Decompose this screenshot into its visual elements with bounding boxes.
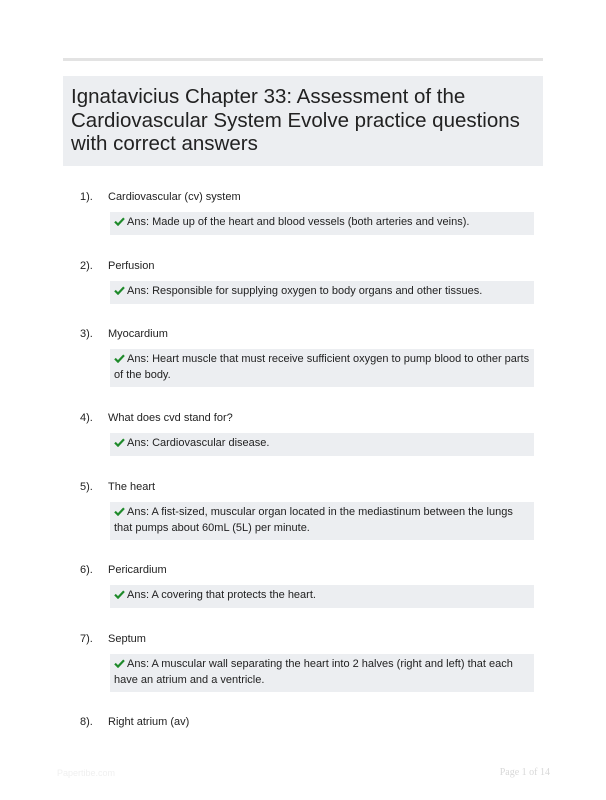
question-row: [80, 328, 540, 340]
qa-item: [80, 412, 540, 456]
answer-box: [110, 433, 534, 456]
question-text: What does cvd stand for?: [108, 412, 233, 424]
question-text: Cardiovascular (cv) system: [108, 191, 241, 203]
question-number: 6).: [80, 564, 93, 576]
footer-watermark: Papertibe.com: [57, 768, 116, 778]
qa-item: [80, 633, 540, 692]
check-icon: [114, 354, 125, 363]
answer-text: Ans: Heart muscle that must receive sufficient oxygen to pump blood to other parts of the body.: [114, 353, 530, 381]
check-icon: [114, 217, 125, 226]
qa-item: [80, 260, 540, 304]
question-number: 2).: [80, 260, 93, 272]
qa-item: [80, 481, 540, 540]
question-number: 4).: [80, 412, 93, 424]
check-icon: [114, 507, 125, 516]
qa-item: [80, 191, 540, 235]
answer-text: Ans: A muscular wall separating the heart into 2 halves (right and left) that each have an atrium and a ventricle.: [114, 658, 513, 686]
question-text: Right atrium (av): [108, 716, 190, 728]
question-row: [80, 633, 540, 645]
check-icon: [114, 438, 125, 447]
question-number: 1).: [80, 191, 93, 203]
question-text: Pericardium: [108, 564, 167, 576]
answer-text: Ans: A covering that protects the heart.: [127, 589, 316, 601]
check-icon: [114, 659, 125, 668]
question-row: [80, 412, 540, 424]
check-icon: [114, 286, 125, 295]
check-icon: [114, 590, 125, 599]
question-number: 7).: [80, 633, 93, 645]
question-row: [80, 481, 540, 493]
title-box: [63, 76, 543, 166]
qa-item: [80, 328, 540, 387]
answer-box: [110, 654, 534, 692]
answer-box: [110, 585, 534, 608]
page-title: Ignatavicius Chapter 33: Assessment of the Cardiovascular System Evolve practice questions with correct answers: [71, 85, 520, 155]
question-text: Septum: [108, 633, 146, 645]
qa-item: [80, 564, 540, 608]
question-text: The heart: [108, 481, 156, 493]
page-number: Page 1 of 14: [499, 767, 550, 778]
question-number: 8).: [80, 716, 93, 728]
question-number: 3).: [80, 328, 93, 340]
answer-text: Ans: Responsible for supplying oxygen to body organs and other tissues.: [127, 285, 483, 297]
question-text: Myocardium: [108, 328, 168, 340]
question-number: 5).: [80, 481, 93, 493]
answer-text: Ans: Made up of the heart and blood vessels (both arteries and veins).: [127, 216, 470, 228]
question-row: [80, 260, 540, 272]
answer-box: [110, 349, 534, 387]
top-divider: [63, 58, 543, 61]
question-row: [80, 191, 540, 203]
answer-box: [110, 212, 534, 235]
question-text: Perfusion: [108, 260, 155, 272]
answer-box: [110, 281, 534, 304]
qa-item: [80, 716, 540, 728]
answer-text: Ans: A fist-sized, muscular organ located in the mediastinum between the lungs that pumps about 60mL (5L) per minute.: [114, 506, 513, 534]
answer-text: Ans: Cardiovascular disease.: [127, 437, 270, 449]
question-row: [80, 564, 540, 576]
answer-box: [110, 502, 534, 540]
question-row: [80, 716, 540, 728]
